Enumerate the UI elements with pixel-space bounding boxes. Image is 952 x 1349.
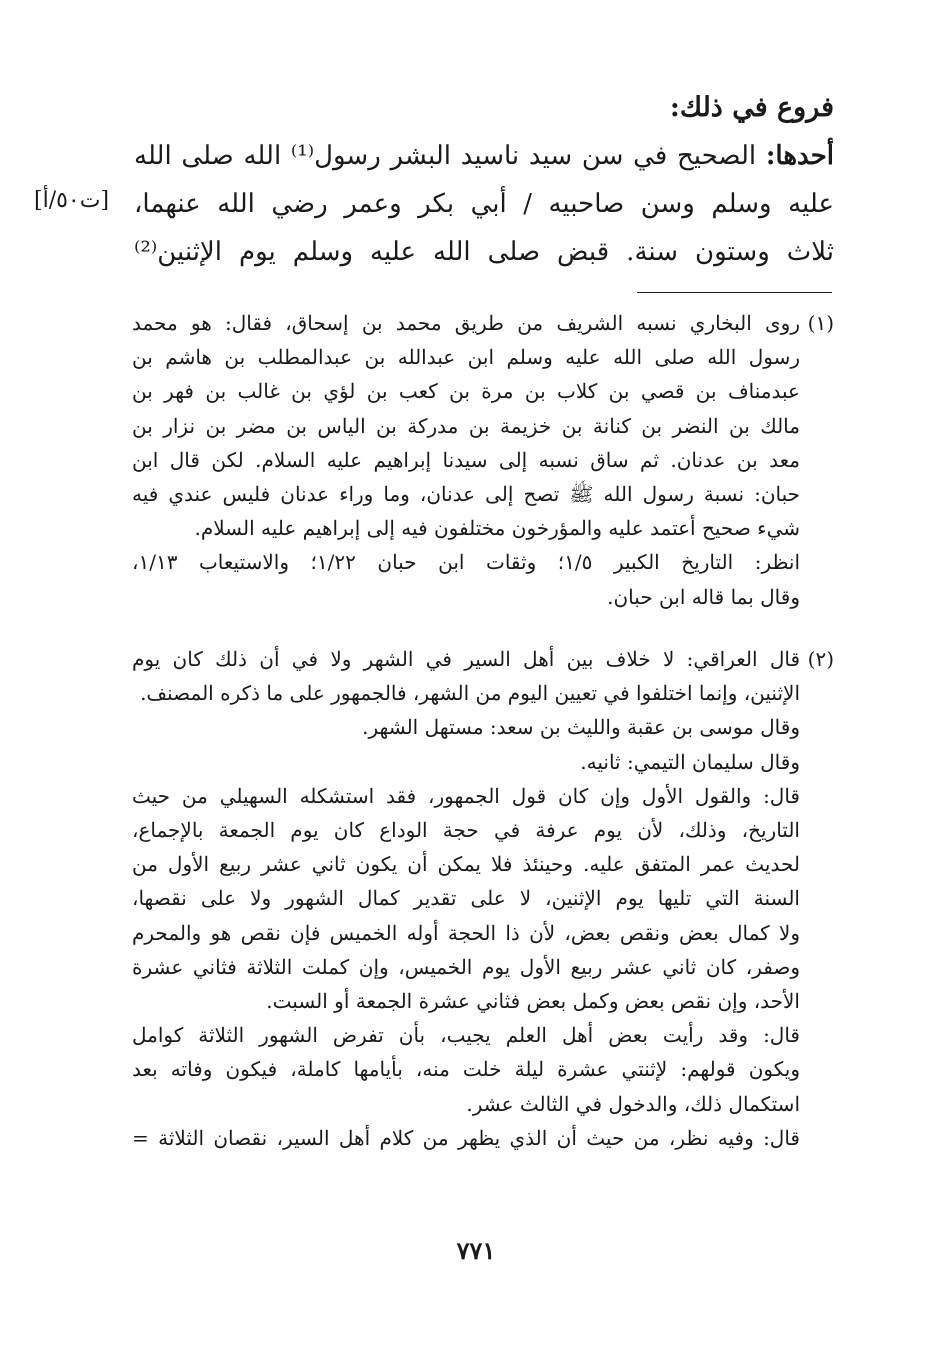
footnote2-line: الإثنين، وإنما اختلفوا في تعيين اليوم من الشهر، فالجمهور على ما ذكره المصنف.: [140, 681, 800, 706]
main-text-line-3: ثلاث وستون سنة. قبض صلى الله عليه وسلم يوم الإثنين⁽²⁾: [134, 237, 834, 267]
footnote2-line: وقال سليمان التيمي: ثانيه.: [580, 749, 800, 774]
footnote1-line: انظر: التاريخ الكبير ١/٥؛ وثقات ابن حبان ١/٢٢؛ والاستيعاب ١/١٣،: [132, 550, 801, 575]
footnote2-line: ويكون قولهم: لإثنتي عشرة ليلة خلت منه، بأيامها كاملة، فيكون وفاته بعد: [132, 1057, 800, 1082]
footnote2-line: قال العراقي: لا خلاف بين أهل السير في الشهر ولا في أن ذلك كان يوم: [132, 647, 800, 671]
footnote1-line: حبان: نسبة رسول الله ﷺ تصح إلى عدنان، وما وراء عدنان فليس عندي فيه: [132, 482, 800, 506]
footnote1-line: روى البخاري نسبه الشريف من طريق محمد بن إسحاق، فقال: هو محمد: [132, 311, 800, 335]
footnote2-line: قال: وقد رأيت بعض أهل العلم يجيب، بأن تفرض الشهور الثلاثة كوامل: [132, 1023, 800, 1048]
footnote1-line: مالك بن النضر بن كنانة بن خزيمة بن مدركة بن الياس بن مضر بن نزار بن: [132, 413, 800, 438]
main-text-line-2: عليه وسلم وسن صاحبيه / أبي بكر وعمر رضي الله عنهما،: [134, 189, 834, 219]
footnote-separator: [637, 292, 832, 293]
footnote-1-number: (١): [807, 311, 834, 335]
footnote1-line: معد بن عدنان. ثم ساق نسبه إلى سيدنا إبراهيم عليه السلام. لكن قال ابن: [132, 447, 800, 472]
footnote2-line: ولا كمال بعض ونقص بعض، لأن ذا الحجة أوله الخميس فإن نقص هو والمحرم: [132, 920, 800, 945]
footnote2-line: قال: وفيه نظر، من حيث أن الذي يظهر من كلام أهل السير، نقصان الثلاثة =: [132, 1125, 800, 1150]
main-text-line-1: [134, 136, 834, 176]
footnote1-line: وقال بما قاله ابن حبان.: [607, 584, 800, 609]
footnote1-line: عبدمناف بن قصي بن كلاب بن مرة بن كعب بن لؤي بن غالب بن فهر بن: [132, 379, 800, 404]
footnote2-line: استكمال ذلك، والدخول في الثالث عشر.: [466, 1091, 800, 1116]
footnote2-line: لحديث عمر المتفق عليه. وحينئذ فلا يمكن أن يكون ثاني عشر ربيع الأول من: [132, 852, 800, 877]
footnote2-line: التاريخ، وذلك، لأن يوم عرفة في حجة الوداع كان يوم الجمعة بالإجماع،: [132, 818, 800, 842]
main-text-line-1-rest: الصحيح في سن سيد ناسيد البشر رسول⁽¹⁾ الله صلى الله: [134, 141, 757, 171]
footnote1-line: شيء صحيح أعتمد عليه والمؤرخون مختلفون فيه إلى إبراهيم عليه السلام.: [194, 516, 800, 541]
footnote2-line: وصفر، كان ثاني عشر ربيع الأول يوم الخميس، وإن كملت الثلاثة فثاني عشرة: [132, 954, 800, 979]
footnote1-line: رسول الله صلى الله عليه وسلم ابن عبدالله بن عبدالمطلب بن هاشم بن: [132, 345, 800, 370]
margin-folio-reference: [ت٥٠/أ]: [34, 188, 110, 213]
page-number: ٧٧١: [456, 1236, 496, 1265]
footnote-2-number: (٢): [807, 647, 834, 671]
section-heading: فروع في ذلك:: [669, 92, 834, 123]
footnote2-line: الأحد، وإن نقص بعض وكمل بعض فثاني عشرة الجمعة أو السبت.: [266, 989, 800, 1013]
footnote2-line: قال: والقول الأول وإن كان قول الجمهور، فقد استشكله السهيلي من حيث: [132, 783, 800, 808]
footnote2-line: وقال موسى بن عقبة والليث بن سعد: مستهل الشهر.: [362, 715, 800, 740]
main-text-label: أحدها:: [765, 141, 834, 171]
footnote2-line: السنة التي تليها يوم الإثنين، لا على تقدير كمال الشهور ولا على نقصها،: [132, 886, 800, 911]
